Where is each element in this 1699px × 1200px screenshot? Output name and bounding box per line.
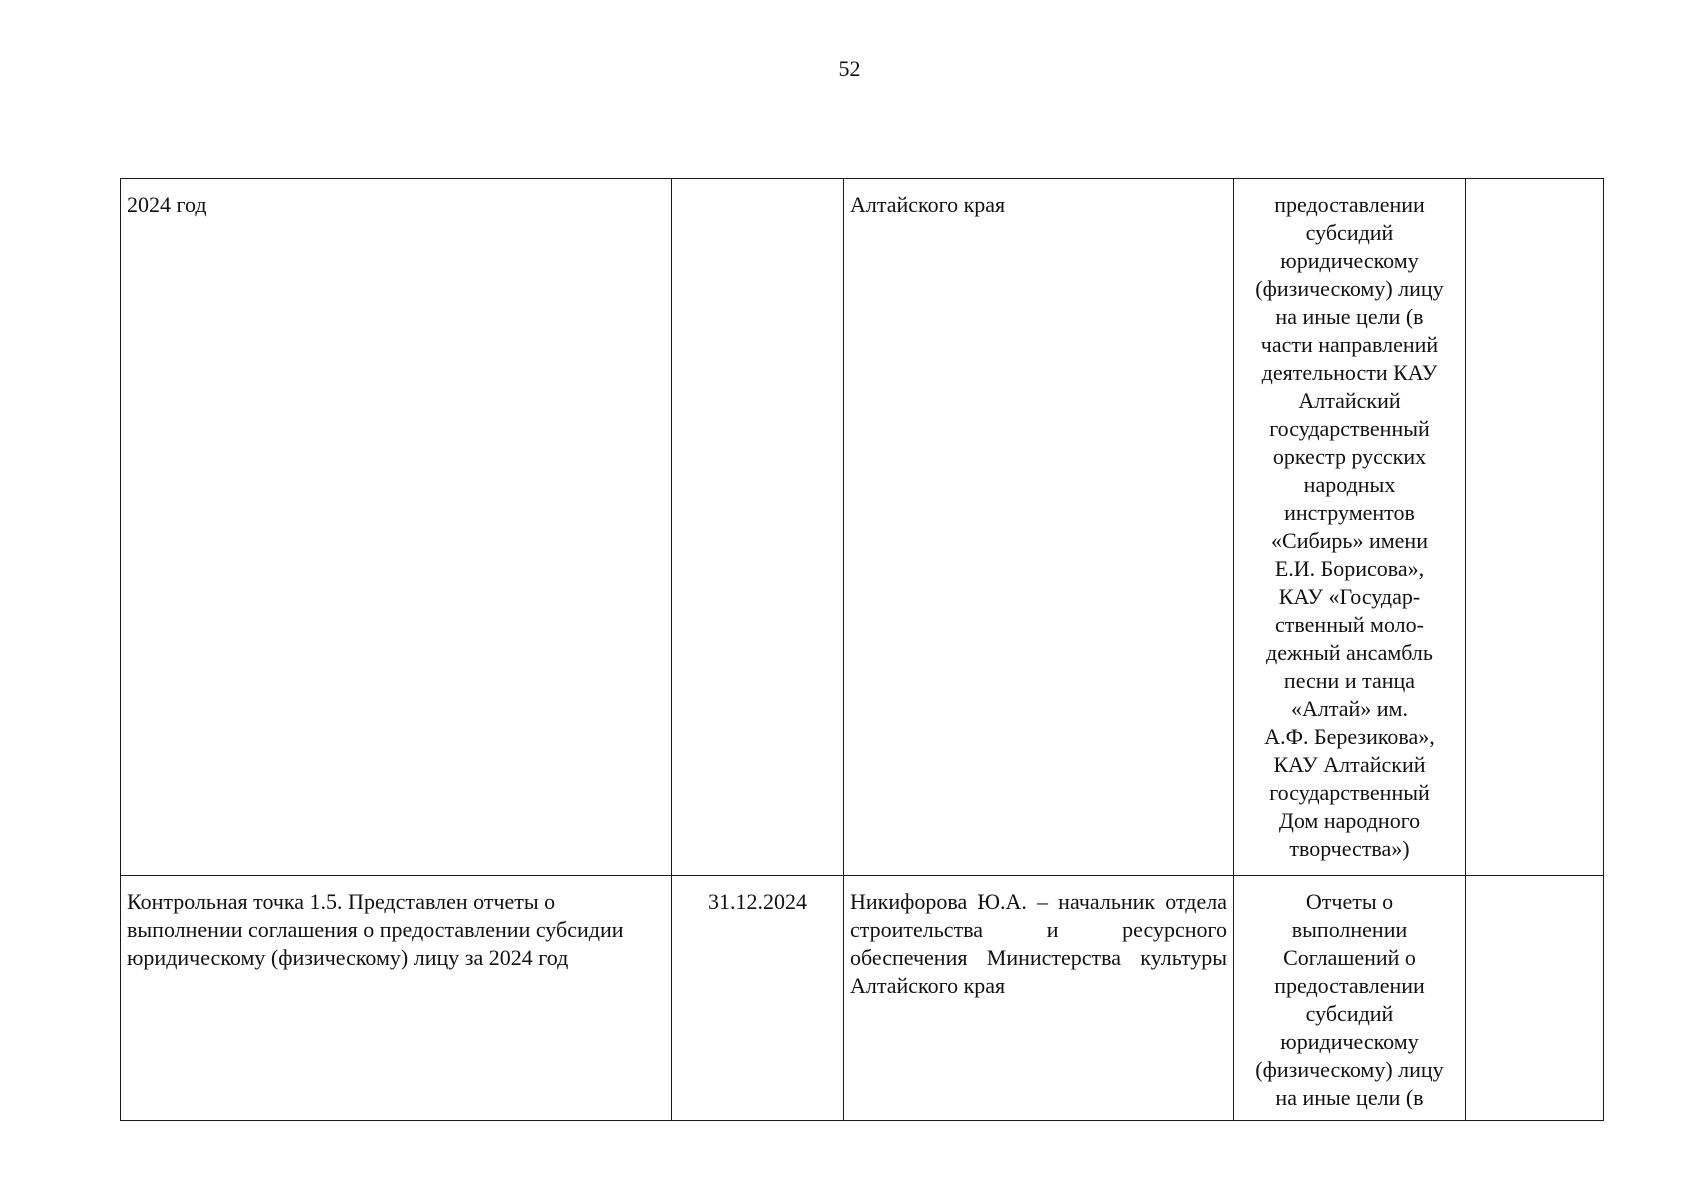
task-cell (121, 179, 672, 876)
responsible-cell (844, 179, 1234, 876)
result-line: юридическому (1280, 248, 1419, 273)
result-line: Алтайский (1298, 388, 1401, 413)
result-line: Соглашений о (1283, 945, 1416, 970)
result-line: предоставлении (1274, 973, 1425, 998)
result-line: части направлений (1260, 332, 1439, 357)
task-cell (121, 876, 672, 1121)
result-line: А.Ф. Березикова», (1264, 724, 1435, 749)
result-line: юридическому (1280, 1029, 1419, 1054)
result-line: Дом народного (1278, 808, 1421, 833)
result-line: дежный ансамбль (1266, 640, 1433, 665)
result-line: Отчеты о (1305, 889, 1394, 914)
result-line: «Алтай» им. (1291, 696, 1408, 721)
result-line: на иные цели (в (1275, 304, 1424, 329)
table-row (121, 876, 1604, 1121)
result-cell (1234, 179, 1466, 876)
task-text: 2024 год (127, 192, 207, 217)
task-text: Контрольная точка 1.5. Представлен отчеты о выполнении соглашения о предоставлении субсидии юридическому (физическому) лицу за 2024 год (127, 889, 624, 970)
result-line: ственный моло- (1275, 612, 1424, 637)
result-line: «Сибирь» имени (1271, 528, 1428, 553)
result-line: выполнении (1291, 917, 1408, 942)
result-line: государственный (1269, 780, 1430, 805)
result-line: творчества») (1289, 836, 1410, 861)
date-cell (672, 876, 844, 1121)
result-line: предоставлении (1274, 192, 1425, 217)
responsible-text: Алтайского края (850, 192, 1006, 217)
responsible-text: Никифорова Ю.А. – начальник отдела строительства и ресурсного обеспечения Министерства культуры Алтайского края (850, 889, 1227, 998)
result-line: инструментов (1284, 500, 1415, 525)
result-line: (физическому) лицу (1255, 276, 1444, 301)
plan-table (120, 178, 1604, 1121)
result-line: народных (1303, 472, 1396, 497)
result-line: КАУ Алтайский (1273, 752, 1426, 777)
table-row (121, 179, 1604, 876)
date-cell (672, 179, 844, 876)
note-cell (1466, 179, 1604, 876)
responsible-cell (844, 876, 1234, 1121)
result-cell (1234, 876, 1466, 1121)
result-line: субсидий (1305, 220, 1394, 245)
result-line: субсидий (1305, 1001, 1394, 1026)
result-line: песни и танца (1283, 668, 1416, 693)
date-text: 31.12.2024 (708, 889, 807, 914)
result-line: оркестр русских (1272, 444, 1427, 469)
result-line: КАУ «Государ- (1278, 584, 1421, 609)
note-cell (1466, 876, 1604, 1121)
result-line: Е.И. Борисова», (1274, 556, 1425, 581)
page-number: 52 (838, 56, 861, 81)
result-line: (физическому) лицу (1255, 1057, 1444, 1082)
result-line: государственный (1269, 416, 1430, 441)
result-line: на иные цели (в (1275, 1085, 1424, 1110)
result-line: деятельности КАУ (1261, 360, 1438, 385)
